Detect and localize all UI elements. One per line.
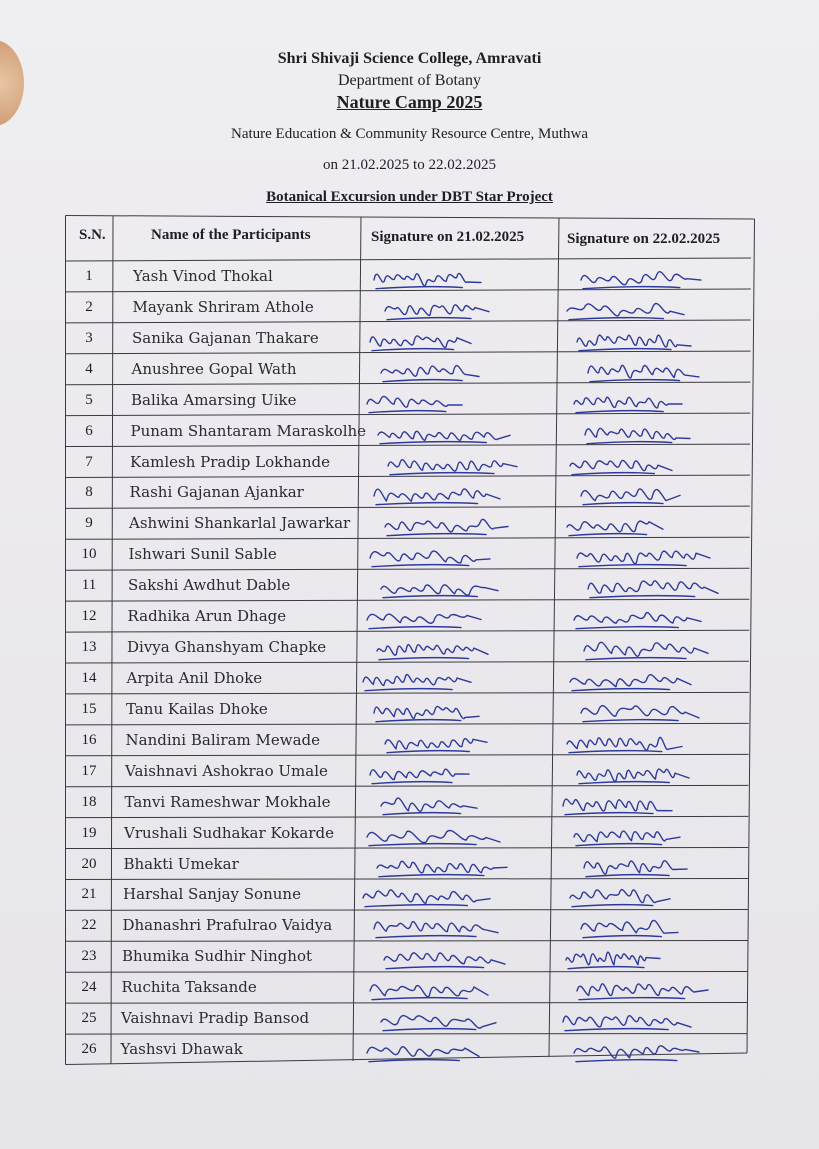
participant-name: Tanu Kailas Dhoke	[126, 699, 268, 718]
participant-name: Kamlesh Pradip Lokhande	[130, 452, 330, 471]
signature-stroke	[363, 675, 471, 686]
participant-name: Ashwini Shankarlal Jawarkar	[129, 514, 351, 533]
signature-stroke	[577, 984, 708, 996]
signature-stroke	[563, 799, 672, 811]
signature-stroke	[574, 397, 682, 408]
signature-stroke	[567, 303, 684, 315]
row-sn: 9	[85, 515, 93, 532]
excursion-title: Botanical Excursion under DBT Star Project	[266, 189, 553, 205]
participant-name: Tanvi Rameshwar Mokhale	[124, 792, 331, 811]
signature-stroke	[567, 521, 663, 532]
signature-underline	[569, 534, 647, 536]
handwritten-signature-day2	[561, 1001, 695, 1036]
signature-stroke	[566, 953, 660, 966]
participant-name: Divya Ghanshyam Chapke	[127, 638, 327, 657]
signature-underline	[369, 1060, 459, 1062]
handwritten-signature-day2	[582, 630, 712, 665]
signature-underline	[572, 689, 670, 691]
handwritten-signature-day2	[575, 970, 712, 1005]
signature-stroke	[574, 613, 701, 624]
signature-stroke	[581, 706, 699, 718]
department-name: Department of Botany	[337, 72, 482, 89]
handwritten-signature-day2	[579, 908, 682, 943]
participant-name: Yashsvi Dhawak	[120, 1040, 243, 1059]
handwritten-signature-day1	[368, 754, 473, 789]
row-sn: 3	[85, 329, 93, 346]
signature-underline	[576, 627, 678, 629]
signature-stroke	[381, 1016, 496, 1029]
handwritten-signature-day1	[372, 475, 504, 510]
handwritten-signature-day2	[579, 692, 703, 727]
row-sn: 14	[81, 670, 97, 686]
dates-line: on 21.02.2025 to 22.02.2025	[323, 157, 496, 173]
row-sn: 22	[81, 917, 97, 934]
signature-stroke	[567, 737, 682, 750]
participant-name: Dhanashri Prafulrao Vaidya	[122, 916, 333, 935]
handwritten-signature-day2	[572, 383, 686, 418]
signature-underline	[583, 720, 678, 722]
signature-stroke	[367, 614, 481, 623]
signature-stroke	[370, 336, 471, 348]
signature-underline	[586, 874, 669, 876]
row-sn: 15	[81, 700, 97, 717]
handwritten-signature-day2	[575, 537, 714, 572]
signature-underline	[376, 287, 462, 289]
signature-stroke	[581, 272, 701, 285]
signature-underline	[568, 967, 644, 969]
signature-stroke	[385, 305, 489, 316]
signature-underline	[569, 318, 663, 320]
signature-stroke	[378, 431, 510, 440]
row-sn: 11	[81, 577, 97, 594]
signature-stroke	[581, 489, 680, 501]
participant-name: Ishwari Sunil Sable	[128, 545, 277, 564]
signature-stroke	[577, 335, 691, 347]
signature-stroke	[367, 830, 500, 842]
participant-name: Vrushali Sudhakar Kokarde	[124, 823, 334, 842]
signature-underline	[372, 348, 454, 350]
handwritten-signature-day2	[572, 1032, 703, 1067]
handwritten-signature-day1	[365, 816, 504, 851]
handwritten-signature-day1	[379, 568, 502, 603]
signature-stroke	[377, 861, 507, 873]
event-title: Nature Camp 2025	[336, 92, 483, 112]
participant-name: Arpita Anil Dhoke	[126, 669, 263, 687]
signature-underline	[590, 379, 680, 381]
signature-stroke	[367, 1047, 479, 1057]
signature-underline	[383, 596, 477, 598]
signature-stroke	[384, 953, 505, 964]
attendance-table	[65, 215, 755, 1065]
handwritten-signature-day1	[379, 352, 483, 387]
handwritten-signature-day2	[565, 506, 667, 541]
row-sn: 21	[81, 886, 97, 903]
handwritten-signature-day1	[376, 414, 514, 449]
row-sn: 23	[81, 948, 97, 965]
signature-stroke	[570, 460, 672, 470]
signature-underline	[565, 1029, 668, 1031]
handwritten-signature-day1	[383, 506, 512, 541]
signature-stroke	[374, 489, 500, 501]
signature-underline	[365, 905, 467, 907]
column-divider-name	[353, 217, 361, 1061]
signature-stroke	[370, 985, 488, 997]
signature-underline	[386, 967, 484, 969]
signature-stroke	[370, 769, 469, 780]
row-sn: 25	[81, 1010, 97, 1027]
row-sn: 7	[85, 453, 93, 470]
signature-underline	[569, 750, 662, 752]
participant-name: Punam Shantaram Maraskolhe	[130, 421, 367, 440]
signature-stroke	[585, 428, 690, 439]
signature-underline	[376, 936, 476, 938]
signature-underline	[586, 658, 686, 660]
signature-underline	[579, 781, 669, 783]
handwritten-signature-day1	[365, 383, 466, 418]
handwritten-signature-day1	[365, 599, 485, 634]
handwritten-signature-day2	[572, 816, 684, 851]
row-sn: 18	[81, 793, 97, 810]
column-divider-sig	[549, 218, 559, 1057]
handwritten-signature-day2	[565, 723, 686, 758]
signature-underline	[372, 998, 467, 1000]
row-sn: 24	[81, 979, 97, 996]
signature-underline	[369, 410, 446, 412]
handwritten-signature-day1	[368, 321, 475, 356]
handwritten-signature-day1	[368, 970, 492, 1005]
handwritten-signature-day2	[582, 847, 691, 882]
header-sn: S.N.	[79, 227, 106, 243]
handwritten-signature-day2	[568, 661, 695, 696]
handwritten-signature-day2	[565, 290, 688, 325]
header-sig-day1: Signature on 21.02.2025	[371, 229, 525, 245]
signature-stroke	[570, 890, 670, 903]
row-sn: 10	[81, 546, 97, 563]
signature-underline	[583, 287, 680, 289]
participant-name: Sakshi Awdhut Dable	[128, 576, 291, 595]
handwritten-signature-day1	[386, 445, 521, 480]
signature-underline	[579, 348, 671, 350]
participant-name: Mayank Shriram Athole	[132, 297, 314, 316]
signature-underline	[383, 1029, 476, 1031]
signature-stroke	[574, 831, 680, 842]
signature-underline	[372, 781, 452, 783]
signature-underline	[387, 750, 469, 752]
row-sn: 6	[85, 422, 93, 439]
handwritten-signature-day1	[368, 537, 494, 572]
table-border-top	[66, 216, 755, 220]
signature-stroke	[588, 581, 718, 593]
participant-name: Vaishnavi Pradip Bansod	[121, 1009, 310, 1028]
participant-name: Ruchita Taksande	[121, 978, 257, 997]
row-sn: 19	[81, 824, 97, 841]
row-sn: 12	[81, 608, 97, 625]
signature-underline	[383, 379, 462, 381]
signature-stroke	[385, 738, 487, 748]
signature-stroke	[381, 798, 477, 811]
participant-name: Radhika Arun Dhage	[127, 607, 287, 626]
signature-stroke	[385, 520, 508, 533]
signature-underline	[587, 441, 672, 443]
participant-name: Anushree Gopal Wath	[131, 359, 297, 378]
signature-underline	[579, 998, 685, 1000]
signature-stroke	[577, 769, 689, 781]
signature-stroke	[388, 459, 517, 470]
header-name: Name of the Participants	[151, 227, 311, 243]
signature-underline	[565, 812, 653, 814]
signature-underline	[576, 410, 663, 412]
handwritten-signature-day1	[379, 785, 481, 820]
participant-name: Rashi Gajanan Ajankar	[129, 483, 304, 502]
handwritten-signature-day2	[568, 877, 674, 912]
handwritten-signature-day2	[586, 568, 722, 603]
participant-name: Bhakti Umekar	[123, 854, 239, 873]
handwritten-signature-day2	[572, 599, 705, 634]
header-sig-day2: Signature on 22.02.2025	[567, 231, 721, 247]
signature-underline	[369, 627, 461, 629]
participant-name: Yash Vinod Thokal	[133, 267, 273, 285]
handwritten-signature-day2	[583, 414, 694, 449]
signature-underline	[376, 720, 461, 722]
signature-stroke	[367, 396, 462, 407]
handwritten-signature-day2	[568, 445, 676, 480]
signature-stroke	[370, 551, 490, 563]
participant-name: Nandini Baliram Mewade	[125, 730, 321, 749]
handwritten-signature-day2	[586, 352, 703, 387]
signature-stroke	[581, 921, 678, 934]
handwritten-signature-day1	[375, 630, 492, 665]
column-divider-sn	[111, 216, 113, 1065]
signature-stroke	[374, 273, 481, 285]
handwritten-signature-day2	[579, 259, 705, 294]
row-sn: 16	[81, 731, 97, 748]
signature-underline	[576, 843, 662, 845]
handwritten-signature-day2	[575, 321, 695, 356]
signature-underline	[365, 689, 452, 691]
signature-underline	[380, 441, 486, 443]
handwritten-signature-day2	[564, 939, 664, 974]
signature-stroke	[588, 365, 699, 378]
row-sn: 20	[81, 855, 97, 872]
row-sn: 2	[85, 298, 93, 315]
signature-underline	[390, 472, 494, 474]
signature-underline	[369, 843, 476, 845]
signature-stroke	[374, 922, 498, 933]
row-sn: 26	[81, 1041, 97, 1058]
handwritten-signature-day1	[383, 290, 493, 325]
row-sn: 13	[81, 639, 97, 656]
signature-underline	[572, 472, 654, 474]
row-sn: 17	[81, 762, 97, 779]
participant-name: Vaishnavi Ashokrao Umale	[125, 761, 328, 780]
signature-stroke	[363, 890, 490, 903]
signature-underline	[583, 503, 663, 505]
participant-name: Harshal Sanjay Sonune	[123, 885, 301, 904]
row-sn: 4	[85, 360, 93, 377]
handwritten-signature-day1	[382, 939, 509, 974]
venue-line: Nature Education & Community Resource Centre, Muthwa	[230, 126, 588, 142]
handwritten-signature-day1	[361, 661, 475, 696]
signature-stroke	[570, 675, 691, 687]
signature-underline	[572, 905, 653, 907]
handwritten-signature-day1	[372, 259, 485, 294]
participant-name: Sanika Gajanan Thakare	[132, 328, 319, 347]
signature-stroke	[577, 551, 710, 564]
signature-underline	[590, 596, 695, 598]
signature-underline	[387, 318, 471, 320]
row-sn: 5	[85, 391, 93, 408]
handwritten-signature-day1	[383, 723, 491, 758]
handwritten-signature-day2	[579, 475, 684, 510]
signature-stroke	[563, 1016, 691, 1027]
signature-stroke	[377, 645, 488, 656]
handwritten-signature-day1	[379, 1001, 500, 1036]
handwritten-signature-day1	[375, 847, 511, 882]
handwritten-signature-day1	[361, 877, 494, 912]
signature-stroke	[574, 1046, 699, 1058]
signature-underline	[383, 812, 461, 814]
signature-stroke	[381, 585, 498, 595]
participant-name: Bhumika Sudhir Ninghot	[122, 947, 313, 966]
handwritten-signature-day1	[365, 1032, 483, 1067]
college-name: Shri Shivaji Science College, Amravati	[277, 50, 542, 67]
participant-name: Balika Amarsing Uike	[131, 390, 297, 409]
signature-underline	[576, 1060, 677, 1062]
signature-underline	[376, 503, 478, 505]
signature-stroke	[584, 860, 687, 873]
signature-stroke	[584, 642, 708, 656]
row-sn: 1	[85, 268, 93, 284]
handwritten-signature-day1	[372, 908, 502, 943]
row-sn: 8	[85, 484, 93, 501]
signature-stroke	[374, 706, 479, 718]
signature-underline	[387, 534, 486, 536]
signature-stroke	[381, 365, 479, 376]
handwritten-signature-day2	[575, 754, 693, 789]
signature-underline	[379, 658, 469, 660]
handwritten-signature-day2	[561, 785, 676, 820]
table-border-right	[747, 219, 755, 1053]
signature-underline	[379, 874, 484, 876]
signature-underline	[372, 565, 469, 567]
handwritten-signature-day1	[372, 692, 483, 727]
signature-underline	[583, 936, 661, 938]
signature-underline	[579, 565, 686, 567]
